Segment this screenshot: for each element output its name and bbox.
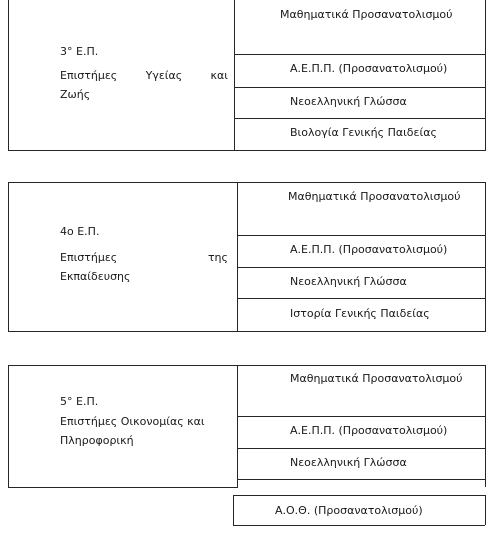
subject-modern-greek: Νεοελληνική Γλώσσα — [290, 456, 407, 469]
table-border — [237, 298, 485, 299]
subject-modern-greek: Νεοελληνική Γλώσσα — [290, 95, 407, 108]
section-title: 3° Ε.Π. — [60, 45, 99, 58]
table-border — [233, 495, 234, 525]
table-border — [8, 487, 238, 488]
subtitle-word: Επιστήμες — [60, 69, 118, 82]
subject-history: Ιστορία Γενικής Παιδείας — [290, 307, 430, 320]
section-subtitle-line1: Επιστήμες Οικονομίας και — [60, 415, 205, 428]
subject-aoth: Α.Ο.Θ. (Προσανατολισμού) — [275, 504, 423, 517]
table-border — [237, 365, 238, 487]
section-subtitle-line1 — [60, 249, 228, 266]
section-subtitle-line1 — [60, 67, 228, 84]
subtitle-word: της — [207, 251, 228, 264]
table-border — [485, 182, 486, 332]
table-border — [485, 0, 486, 150]
section-subtitle-line2: Ζωής — [60, 88, 91, 101]
subject-aepp: Α.Ε.Π.Π. (Προσανατολισμού) — [290, 243, 448, 256]
table-border — [237, 416, 485, 417]
table-border — [234, 118, 485, 119]
subtitle-word: και — [210, 69, 228, 82]
table-border — [485, 495, 486, 525]
subject-modern-greek: Νεοελληνική Γλώσσα — [290, 275, 407, 288]
table-border — [234, 87, 485, 88]
subject-math: Μαθηματικά Προσανατολισμού — [288, 190, 461, 203]
table-border — [233, 495, 485, 496]
subject-aepp: Α.Ε.Π.Π. (Προσανατολισμού) — [290, 62, 448, 75]
table-border — [237, 267, 485, 268]
table-border — [8, 365, 486, 366]
table-border — [8, 182, 9, 332]
table-border — [8, 182, 486, 183]
subject-math: Μαθηματικά Προσανατολισμού — [280, 8, 453, 21]
table-border — [237, 479, 485, 480]
section-subtitle-line2: Εκπαίδευσης — [60, 270, 131, 283]
table-border — [234, 0, 235, 150]
table-border — [485, 365, 486, 487]
table-border — [8, 150, 486, 151]
table-border — [237, 182, 238, 332]
subject-aepp: Α.Ε.Π.Π. (Προσανατολισμού) — [290, 424, 448, 437]
section-subtitle-line2: Πληροφορική — [60, 434, 134, 447]
table-border — [237, 448, 485, 449]
subject-biology: Βιολογία Γενικής Παιδείας — [290, 126, 437, 139]
subject-math: Μαθηματικά Προσανατολισμού — [290, 372, 463, 385]
table-border — [234, 54, 485, 55]
table-border — [233, 525, 485, 526]
subtitle-word: Υγείας — [145, 69, 183, 82]
table-border — [8, 0, 9, 150]
table-border — [8, 331, 486, 332]
section-title: 4ο Ε.Π. — [60, 225, 100, 238]
section-title: 5° Ε.Π. — [60, 395, 99, 408]
subtitle-word: Επιστήμες — [60, 251, 118, 264]
table-border — [237, 235, 485, 236]
table-border — [8, 365, 9, 487]
